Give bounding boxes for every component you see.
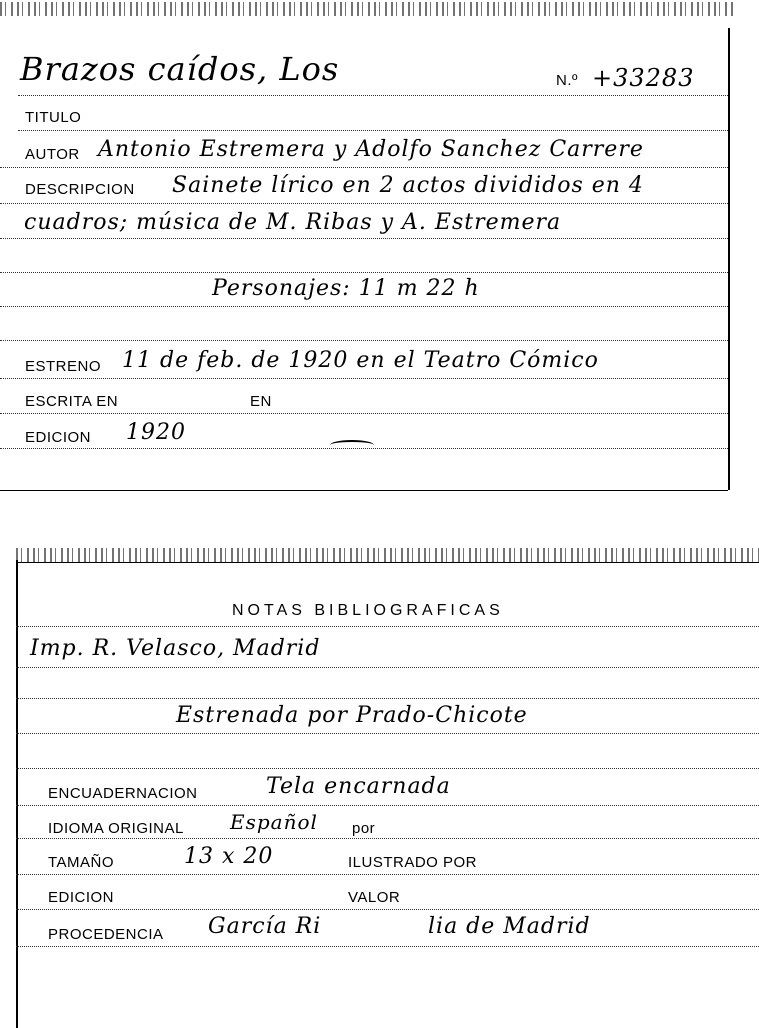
personajes-text: Personajes: 11 m 22 h	[212, 276, 480, 301]
encuadernacion-label: ENCUADERNACION	[48, 785, 198, 802]
rule	[0, 203, 728, 204]
edicion-label-2: EDICION	[48, 889, 115, 906]
encuadernacion-value: Tela encarnada	[266, 774, 451, 799]
estreno-label: ESTRENO	[25, 358, 102, 375]
rule	[16, 768, 759, 769]
rule	[16, 838, 759, 839]
rule	[18, 95, 728, 96]
tamano-value: 13 x 20	[184, 844, 274, 869]
rule	[16, 562, 759, 563]
escrita-en-label: ESCRITA EN	[25, 393, 119, 410]
rule	[16, 805, 759, 806]
rule	[0, 413, 728, 414]
rule	[16, 667, 759, 668]
edicion-label: EDICION	[25, 429, 92, 446]
descripcion-label: DESCRIPCION	[25, 181, 135, 198]
rule	[16, 733, 759, 734]
rule	[0, 340, 728, 341]
valor-label: VALOR	[348, 889, 401, 906]
numero-value: +33283	[592, 64, 695, 92]
estreno-value: 11 de feb. de 1920 en el Teatro Cómico	[122, 348, 599, 373]
card-bottom-edge	[0, 490, 728, 491]
torn-top-edge	[0, 2, 734, 16]
catalog-card-back	[16, 548, 759, 1028]
procedencia-label: PROCEDENCIA	[48, 926, 164, 943]
rule	[16, 946, 759, 947]
rule	[16, 626, 759, 627]
rule	[0, 378, 728, 379]
edicion-value: 1920	[126, 420, 186, 445]
ink-mark	[330, 440, 374, 450]
tamano-label: TAMAÑO	[48, 854, 115, 871]
autor-label: AUTOR	[25, 146, 80, 163]
rule	[0, 272, 728, 273]
por-label: por	[352, 820, 376, 837]
rule	[0, 306, 728, 307]
notas-heading: NOTAS BIBLIOGRAFICAS	[232, 602, 504, 619]
card-left-border	[16, 560, 18, 1028]
descripcion-line2: cuadros; música de M. Ribas y A. Estremera	[24, 210, 562, 235]
nota-line2: Estrenada por Prado-Chicote	[176, 703, 528, 728]
descripcion-line1: Sainete lírico en 2 actos divididos en 4	[172, 173, 644, 198]
procedencia-value-part1: García Ri	[208, 914, 322, 939]
en-label: EN	[250, 393, 272, 410]
torn-top-edge	[16, 548, 759, 562]
rule	[0, 238, 728, 239]
titulo-label: TITULO	[25, 109, 82, 126]
idioma-value: Español	[230, 810, 318, 834]
rule	[16, 909, 759, 910]
card-right-border	[728, 28, 730, 490]
autor-value: Antonio Estremera y Adolfo Sanchez Carrere	[98, 137, 644, 162]
rule	[16, 698, 759, 699]
numero-label: N.º	[556, 72, 578, 89]
procedencia-value-part2: lia de Madrid	[428, 914, 591, 939]
nota-line1: Imp. R. Velasco, Madrid	[30, 636, 321, 661]
catalog-card-front	[0, 0, 734, 492]
rule	[16, 874, 759, 875]
ilustrado-label: ILUSTRADO POR	[348, 854, 478, 871]
rule	[0, 167, 728, 168]
idioma-label: IDIOMA ORIGINAL	[48, 820, 184, 837]
titulo-value: Brazos caídos, Los	[20, 50, 340, 88]
rule	[18, 130, 728, 131]
